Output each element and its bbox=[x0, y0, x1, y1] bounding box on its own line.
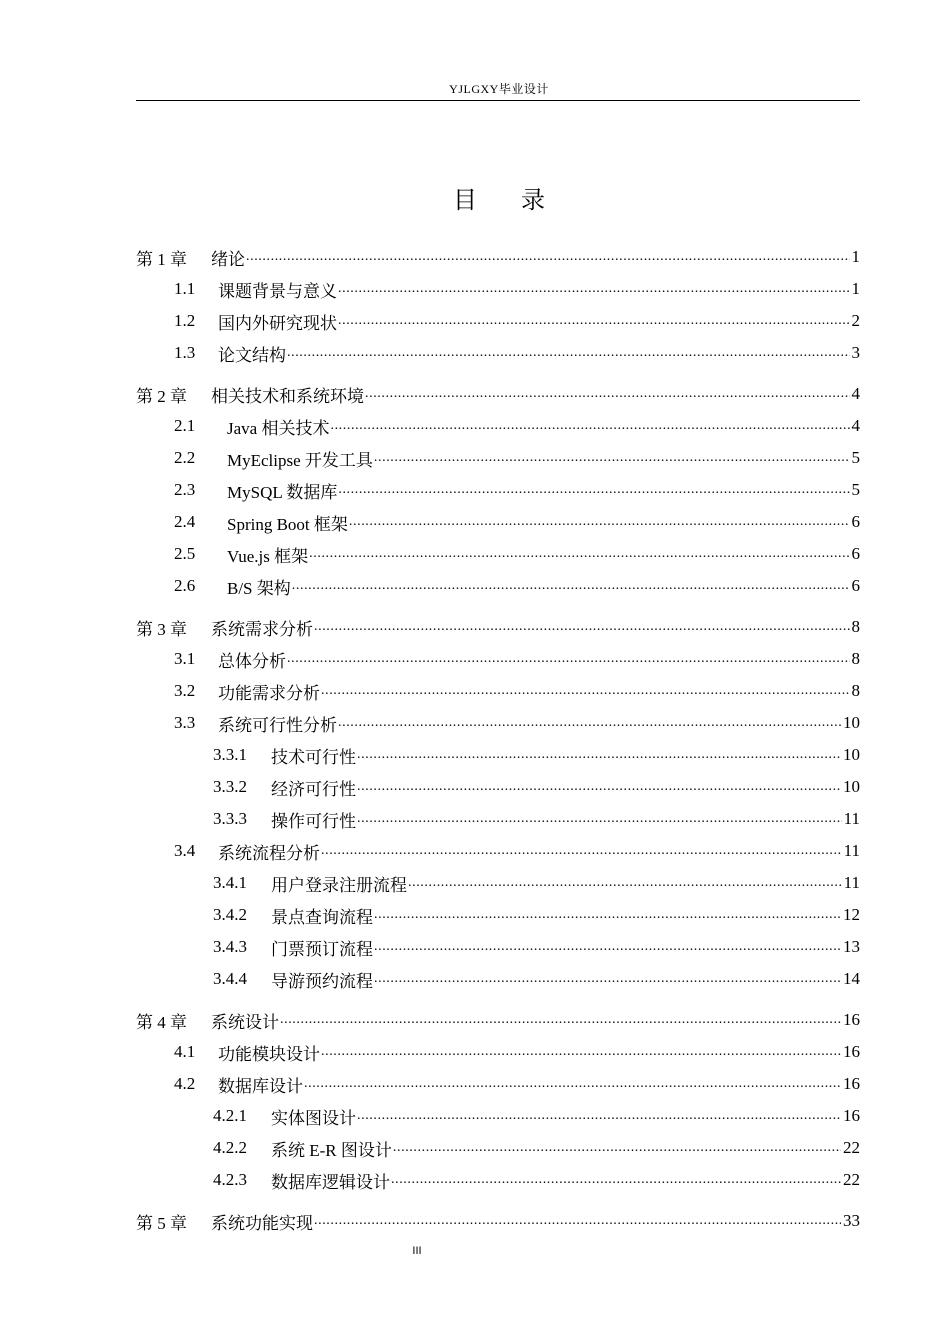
toc-leader-dots bbox=[338, 311, 850, 331]
toc-entry[interactable] bbox=[136, 274, 860, 304]
toc-entry[interactable] bbox=[136, 868, 860, 898]
toc-entry-page: 4 bbox=[851, 384, 860, 403]
toc-entry-label: B/S 架构 bbox=[227, 578, 291, 598]
toc-entry-page: 2 bbox=[851, 311, 860, 330]
toc-entry-number: 第 4 章 bbox=[136, 1012, 187, 1032]
toc-entry-number: 4.2.2 bbox=[213, 1138, 247, 1157]
toc-entry-label: 门票预订流程 bbox=[271, 939, 373, 959]
toc-leader-dots bbox=[374, 969, 841, 989]
toc-entry-label: 操作可行性 bbox=[271, 811, 356, 831]
toc-leader-dots bbox=[365, 384, 850, 404]
page-number: III bbox=[412, 1245, 422, 1257]
toc-entry-number: 2.5 bbox=[174, 544, 196, 563]
toc-leader-dots bbox=[314, 1211, 841, 1231]
toc-entry-page: 8 bbox=[851, 617, 860, 636]
toc-entry-page: 14 bbox=[843, 969, 860, 988]
toc-entry-label: 功能需求分析 bbox=[218, 683, 320, 703]
toc-entry-label: 系统功能实现 bbox=[211, 1213, 313, 1234]
toc-entry-page: 4 bbox=[851, 416, 860, 435]
toc-entry-label: 课题背景与意义 bbox=[218, 281, 337, 301]
toc-entry[interactable] bbox=[136, 644, 860, 674]
toc-entry[interactable] bbox=[136, 1069, 860, 1099]
header-rule bbox=[136, 100, 860, 101]
toc-entry-page: 10 bbox=[843, 777, 860, 796]
toc-entry[interactable] bbox=[136, 1206, 860, 1236]
toc-leader-dots bbox=[357, 809, 842, 829]
toc-entry-label: 用户登录注册流程 bbox=[271, 875, 407, 895]
toc-entry[interactable] bbox=[136, 539, 860, 569]
toc-entry-page: 12 bbox=[843, 905, 860, 924]
toc-leader-dots bbox=[393, 1138, 841, 1158]
toc-leader-dots bbox=[357, 777, 841, 797]
toc-entry-label: 系统可行性分析 bbox=[218, 715, 337, 735]
toc-leader-dots bbox=[391, 1170, 841, 1190]
toc-entry-label: Vue.js 框架 bbox=[227, 546, 309, 566]
toc-entry-number: 3.3.2 bbox=[213, 777, 247, 796]
toc-entry-number: 4.2.1 bbox=[213, 1106, 247, 1125]
toc-entry-label: 数据库逻辑设计 bbox=[271, 1172, 390, 1192]
toc-entry-page: 22 bbox=[843, 1170, 860, 1189]
toc-entry-page: 11 bbox=[843, 841, 860, 860]
toc-entry-number: 3.3.3 bbox=[213, 809, 247, 828]
toc-leader-dots bbox=[374, 937, 841, 957]
toc-entry-label: 相关技术和系统环境 bbox=[211, 386, 364, 407]
toc-entry-label: 系统需求分析 bbox=[211, 619, 313, 640]
toc-entry-page: 16 bbox=[843, 1106, 860, 1125]
toc-entry-page: 16 bbox=[843, 1010, 860, 1029]
toc-leader-dots bbox=[321, 681, 850, 701]
toc-entry-label: 数据库设计 bbox=[218, 1076, 303, 1096]
toc-leader-dots bbox=[304, 1074, 841, 1094]
toc-leader-dots bbox=[287, 343, 850, 363]
toc-leader-dots bbox=[374, 448, 850, 468]
toc-entry-label: 国内外研究现状 bbox=[218, 313, 337, 333]
toc-entry-page: 22 bbox=[843, 1138, 860, 1157]
toc-leader-dots bbox=[338, 279, 850, 299]
toc-entry-page: 1 bbox=[851, 279, 860, 298]
toc-entry[interactable] bbox=[136, 1165, 860, 1195]
toc-entry-label: MySQL 数据库 bbox=[227, 482, 338, 502]
toc-entry[interactable] bbox=[136, 836, 860, 866]
toc-leader-dots bbox=[330, 416, 849, 436]
toc-entry-number: 3.4.3 bbox=[213, 937, 247, 956]
toc-entry-number: 2.1 bbox=[174, 416, 196, 435]
toc-entry-label: 导游预约流程 bbox=[271, 971, 373, 991]
toc-leader-dots bbox=[309, 544, 849, 564]
toc-entry[interactable] bbox=[136, 443, 860, 473]
toc-entry-label: 总体分析 bbox=[218, 651, 286, 671]
toc-leader-dots bbox=[292, 576, 850, 596]
toc-entry-number: 2.2 bbox=[174, 448, 196, 467]
toc-entry[interactable] bbox=[136, 411, 860, 441]
toc-entry[interactable] bbox=[136, 1133, 860, 1163]
toc-entry-number: 2.6 bbox=[174, 576, 196, 595]
toc-entry-page: 5 bbox=[851, 448, 860, 467]
toc-leader-dots bbox=[374, 905, 841, 925]
toc-entry-label: 实体图设计 bbox=[271, 1108, 356, 1128]
toc-entry-number: 4.1 bbox=[174, 1042, 196, 1061]
toc-entry[interactable] bbox=[136, 1037, 860, 1067]
toc-entry[interactable] bbox=[136, 708, 860, 738]
toc-entry[interactable] bbox=[136, 932, 860, 962]
toc-entry-label: 景点查询流程 bbox=[271, 907, 373, 927]
toc-leader-dots bbox=[408, 873, 842, 893]
toc-entry-number: 第 3 章 bbox=[136, 619, 187, 639]
toc-entry[interactable] bbox=[136, 306, 860, 336]
toc-entry[interactable] bbox=[136, 1005, 860, 1035]
toc-entry-number: 1.3 bbox=[174, 343, 196, 362]
toc-entry-page: 5 bbox=[851, 480, 860, 499]
toc-entry-label: 系统设计 bbox=[211, 1012, 279, 1033]
toc-entry-number: 4.2 bbox=[174, 1074, 196, 1093]
toc-entry-page: 1 bbox=[851, 247, 860, 266]
toc-entry[interactable] bbox=[136, 740, 860, 770]
toc-entry-number: 2.4 bbox=[174, 512, 196, 531]
toc-entry-page: 33 bbox=[843, 1211, 860, 1230]
toc-leader-dots bbox=[314, 617, 850, 637]
toc-entry[interactable] bbox=[136, 612, 860, 642]
toc-entry[interactable] bbox=[136, 242, 860, 272]
toc-leader-dots bbox=[349, 512, 850, 532]
toc-entry-label: 论文结构 bbox=[218, 345, 286, 365]
toc-entry[interactable] bbox=[136, 676, 860, 706]
toc-leader-dots bbox=[321, 841, 842, 861]
toc-entry-page: 16 bbox=[843, 1042, 860, 1061]
toc-entry-page: 10 bbox=[843, 713, 860, 732]
toc-entry-number: 4.2.3 bbox=[213, 1170, 247, 1189]
toc-entry-number: 3.2 bbox=[174, 681, 196, 700]
toc-entry-label: 经济可行性 bbox=[271, 779, 356, 799]
toc-entry[interactable] bbox=[136, 1101, 860, 1131]
toc-entry-number: 1.1 bbox=[174, 279, 196, 298]
toc-entry-number: 3.3 bbox=[174, 713, 196, 732]
toc-entry[interactable] bbox=[136, 571, 860, 601]
toc-entry-page: 11 bbox=[843, 809, 860, 828]
toc-entry-page: 3 bbox=[851, 343, 860, 362]
toc-entry-label: 功能模块设计 bbox=[218, 1044, 320, 1064]
toc-entry-number: 3.4.2 bbox=[213, 905, 247, 924]
toc-title-part1: 目 bbox=[453, 188, 477, 214]
toc-title-part2: 录 bbox=[521, 188, 545, 214]
toc-entry-page: 10 bbox=[843, 745, 860, 764]
toc-leader-dots bbox=[287, 649, 850, 669]
toc-entry-label: 技术可行性 bbox=[271, 747, 356, 767]
toc-entry-page: 13 bbox=[843, 937, 860, 956]
toc-entry-number: 第 5 章 bbox=[136, 1213, 187, 1233]
toc-leader-dots bbox=[338, 480, 849, 500]
toc-entry[interactable] bbox=[136, 507, 860, 537]
toc-entry[interactable] bbox=[136, 379, 860, 409]
toc-leader-dots bbox=[321, 1042, 841, 1062]
toc-entry-label: 系统流程分析 bbox=[218, 843, 320, 863]
toc-entry-number: 3.4.4 bbox=[213, 969, 247, 988]
toc-leader-dots bbox=[357, 745, 841, 765]
toc-entry[interactable] bbox=[136, 475, 860, 505]
toc-entry-number: 3.4.1 bbox=[213, 873, 247, 892]
running-header: YJLGXY毕业设计 bbox=[449, 82, 549, 96]
toc-entry-number: 3.4 bbox=[174, 841, 196, 860]
toc-entry-label: 绪论 bbox=[211, 249, 245, 270]
toc-entry[interactable] bbox=[136, 964, 860, 994]
toc-entry-number: 2.3 bbox=[174, 480, 196, 499]
toc-entry-page: 11 bbox=[843, 873, 860, 892]
toc-entry-label: 系统 E-R 图设计 bbox=[271, 1140, 392, 1160]
toc-entry-number: 1.2 bbox=[174, 311, 196, 330]
toc-entry-label: Spring Boot 框架 bbox=[227, 514, 348, 534]
toc-entry[interactable] bbox=[136, 804, 860, 834]
toc-entry-number: 第 2 章 bbox=[136, 386, 187, 406]
toc-entry-number: 3.1 bbox=[174, 649, 196, 668]
toc-entry-number: 3.3.1 bbox=[213, 745, 247, 764]
toc-entry[interactable] bbox=[136, 338, 860, 368]
toc-entry-number: 第 1 章 bbox=[136, 249, 187, 269]
toc-leader-dots bbox=[338, 713, 841, 733]
toc-leader-dots bbox=[357, 1106, 841, 1126]
toc-entry-page: 8 bbox=[851, 649, 860, 668]
toc-entry-page: 8 bbox=[851, 681, 860, 700]
toc-title bbox=[0, 180, 950, 215]
toc-entry-label: MyEclipse 开发工具 bbox=[227, 450, 373, 470]
toc-entry[interactable] bbox=[136, 900, 860, 930]
toc-leader-dots bbox=[280, 1010, 841, 1030]
toc-entry[interactable] bbox=[136, 772, 860, 802]
toc-entry-page: 16 bbox=[843, 1074, 860, 1093]
toc-entry-page: 6 bbox=[851, 576, 860, 595]
toc-entry-label: Java 相关技术 bbox=[227, 418, 330, 438]
toc-leader-dots bbox=[246, 247, 850, 267]
toc-entry-page: 6 bbox=[851, 512, 860, 531]
toc-entry-page: 6 bbox=[851, 544, 860, 563]
